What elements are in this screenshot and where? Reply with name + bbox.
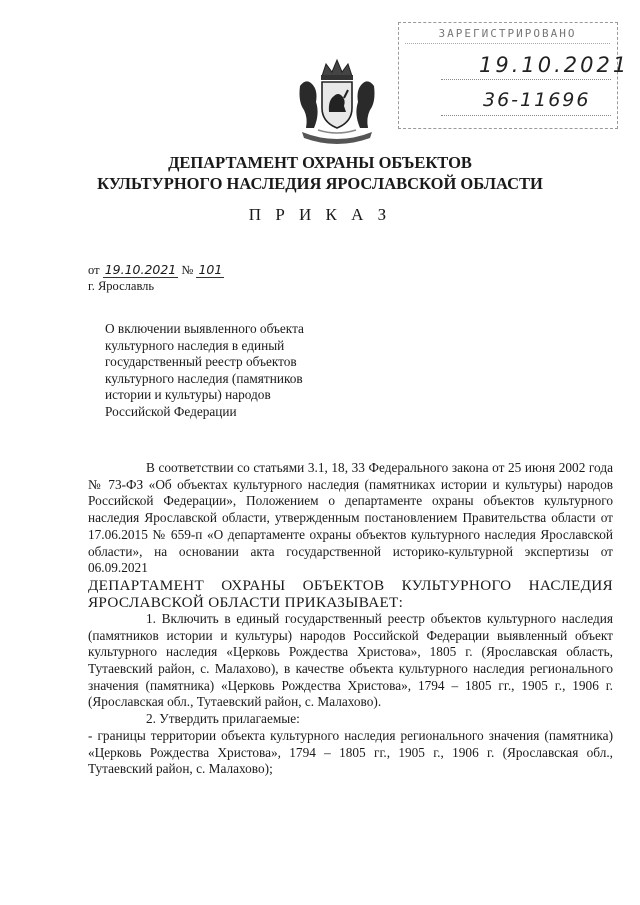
stamp-number: 36-11696 xyxy=(483,89,591,111)
item-2: 2. Утвердить прилагаемые: xyxy=(146,711,300,727)
item-2-bullet: - границы территории объекта культурного наследия регионального значения (памятника) «Церковь Рождества Христова», 1794 – 1805 гг., 1905 г., 1906 г. (Ярославская обл., Тутаевский район, с. Малахово); xyxy=(88,727,613,777)
subject-line: О включении выявленного объекта xyxy=(105,321,304,336)
number-label: № xyxy=(181,263,194,277)
department-title-line2: КУЛЬТУРНОГО НАСЛЕДИЯ ЯРОСЛАВСКОЙ ОБЛАСТИ xyxy=(97,174,543,193)
department-title xyxy=(0,152,640,194)
order-date-number xyxy=(88,262,224,278)
subject-line: государственный реестр объектов xyxy=(105,354,297,370)
registration-stamp xyxy=(398,22,630,129)
order-number: 101 xyxy=(198,262,223,277)
order-subject xyxy=(105,321,345,421)
subject-line: культурного наследия в единый xyxy=(105,337,285,353)
order-date: 19.10.2021 xyxy=(104,262,177,277)
stamp-header: ЗАРЕГИСТРИРОВАНО xyxy=(405,27,610,44)
preamble-paragraph: В соответствии со статьями 3.1, 18, 33 Федерального закона от 25 июня 2002 года № 73-ФЗ «Об объектах культурного наследия (памятниках истории и культуры) народов Российской Федерации», Положением о департаменте охраны объектов культурного наследия Ярославской области, утвержденным постановлением Правительства области от 17.06.2015 № 659-п «О департаменте охраны объектов культурного наследия Ярославской области», на основании акта государственной историко-культурной экспертизы от 06.09.2021 xyxy=(88,460,613,576)
yaroslavl-coat-of-arms-icon xyxy=(292,56,382,148)
stamp-divider xyxy=(441,115,611,116)
order-body xyxy=(88,460,613,778)
subject-line: истории и культуры) народов xyxy=(105,387,271,403)
department-title-line1: ДЕПАРТАМЕНТ ОХРАНЫ ОБЪЕКТОВ xyxy=(168,153,472,172)
decree-heading: ДЕПАРТАМЕНТ ОХРАНЫ ОБЪЕКТОВ КУЛЬТУРНОГО НАСЛЕДИЯ ЯРОСЛАВСКОЙ ОБЛАСТИ ПРИКАЗЫВАЕТ: xyxy=(88,576,613,611)
stamp-date: 19.10.2021 xyxy=(479,53,630,77)
subject-line: культурного наследия (памятников xyxy=(105,370,303,386)
order-city: г. Ярославль xyxy=(88,279,155,293)
stamp-divider xyxy=(441,79,611,80)
document-type: П Р И К А З xyxy=(248,205,392,224)
subject-line: Российской Федерации xyxy=(105,403,237,419)
item-1: 1. Включить в единый государственный реестр объектов культурного наследия (памятников истории и культуры) народов Российской Федерации выявленный объект культурного наследия «Церковь Рождества Христова», 1805 г. (Ярославская область, Тутаевский район, с. Малахово), в качестве объекта культурного наследия регионального значения (памятника) «Церковь Рождества Христова», 1794 – 1805 гг., 1905 г., 1906 г. (Ярославская обл., Тутаевский район, с. Малахово). xyxy=(88,610,613,710)
from-label: от xyxy=(88,263,100,277)
